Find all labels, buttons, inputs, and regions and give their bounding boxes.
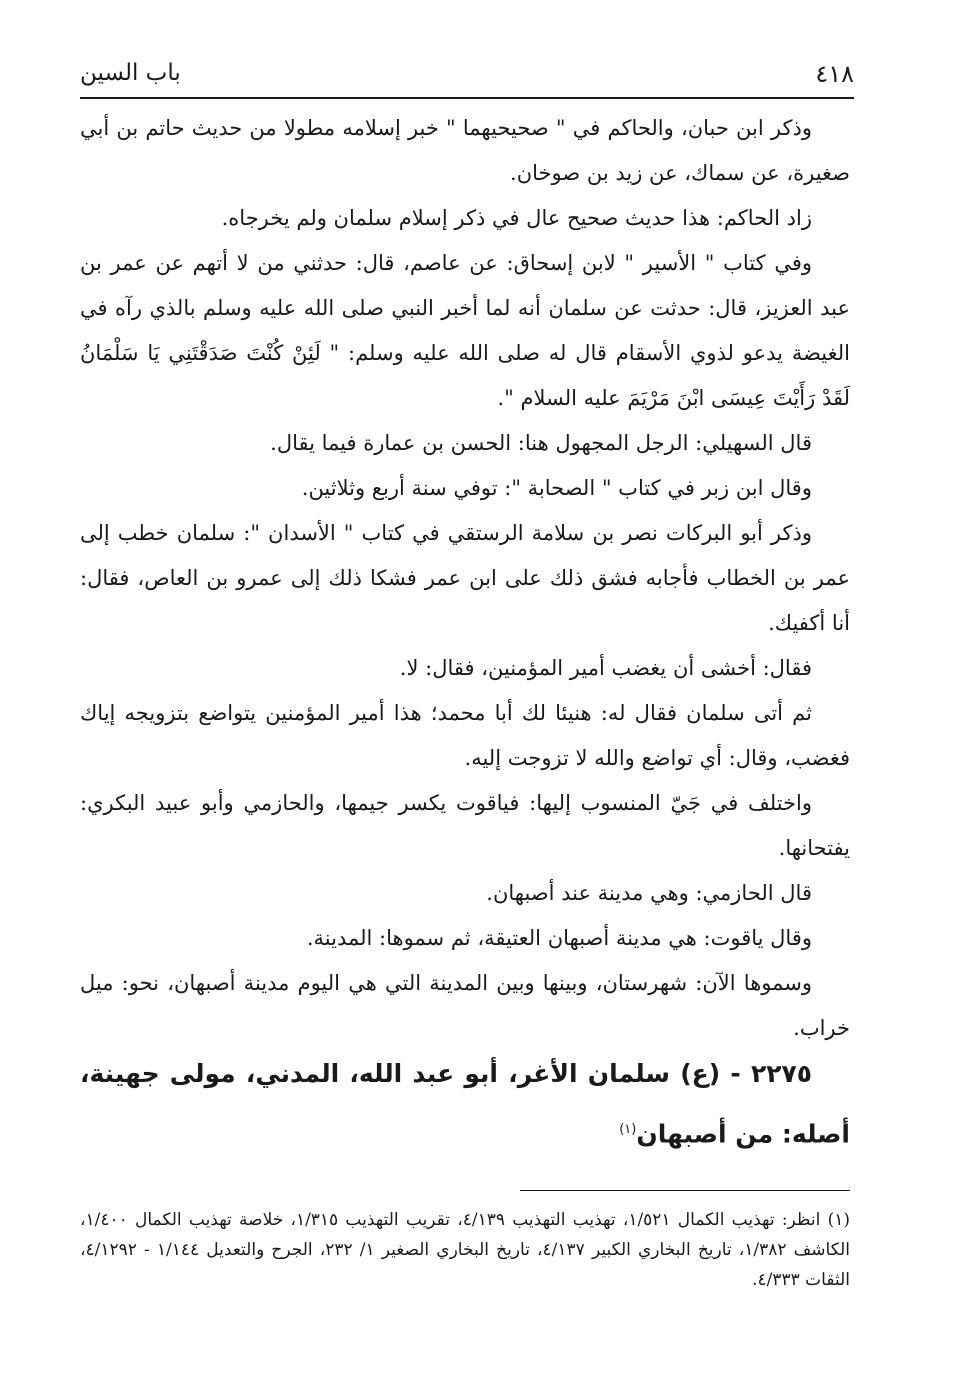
paragraph: زاد الحاكم: هذا حديث صحيح عال في ذكر إسلام سلمان ولم يخرجاه. bbox=[221, 206, 812, 230]
entry-title: ٢٢٧٥ - (ع) سلمان الأغر، أبو عبد الله، المدني، مولى جهينة، أصله: من أصبهان bbox=[80, 1059, 850, 1149]
body-text bbox=[80, 106, 850, 1051]
paragraph: ثم أتى سلمان فقال له: هنيئا لك أبا محمد؛ هذا أمير المؤمنين يتواضع بتزويجه إياك فغضب، وقال: أي تواضع والله لا تزوجت إليه. bbox=[80, 701, 850, 770]
paragraph: وذكر ابن حبان، والحاكم في " صحيحيهما " خبر إسلامه مطولا من حديث حاتم بن أبي صغيرة، عن سماك، عن زيد بن صوخان. bbox=[80, 116, 850, 185]
footnote-rule bbox=[520, 1190, 850, 1191]
paragraph: واختلف في جَيّ المنسوب إليها: فياقوت يكسر جيمها، والحازمي وأبو عبيد البكري: يفتحانها. bbox=[80, 791, 850, 860]
entry-heading bbox=[80, 1046, 850, 1162]
page-header bbox=[80, 52, 854, 100]
paragraph: قال الحازمي: وهي مدينة عند أصبهان. bbox=[486, 881, 812, 905]
paragraph: وقال ياقوت: هي مدينة أصبهان العتيقة، ثم سموها: المدينة. bbox=[306, 926, 812, 950]
header-rule bbox=[80, 97, 854, 99]
paragraph: وذكر أبو البركات نصر بن سلامة الرستقي في كتاب " الأسدان ": سلمان خطب إلى عمر بن الخطاب فأجابه فشق ذلك على ابن عمر فشكا ذلك إلى عمرو بن العاص، فقال: أنا أكفيك. bbox=[80, 521, 850, 635]
footnotes bbox=[80, 1205, 850, 1295]
page-number: ٤١٨ bbox=[815, 60, 854, 88]
paragraph: وفي كتاب " الأسير " لابن إسحاق: عن عاصم، قال: حدثني من لا أتهم عن عمر بن عبد العزيز، قال: حدثت عن سلمان أنه لما أخبر النبي صلى الله عليه وسلم بالذي رآه في الغيضة يدعو لذوي الأسقام قال له صلى الله عليه وسلم: " لَئِنْ كُنْتَ صَدَقْتَنِي يَا سَلْمَانُ لَقَدْ رَأَيْتَ عِيسَى ابْنَ مَرْيَمَ عليه السلام ". bbox=[80, 251, 850, 410]
paragraph: وسموها الآن: شهرستان، وبينها وبين المدينة التي هي اليوم مدينة أصبهان، نحو: ميل خراب. bbox=[80, 971, 850, 1040]
footnote-marker[interactable]: (١) bbox=[619, 1122, 637, 1137]
running-title: باب السين bbox=[80, 60, 181, 86]
paragraph: قال السهيلي: الرجل المجهول هنا: الحسن بن عمارة فيما يقال. bbox=[270, 431, 812, 455]
paragraph: وقال ابن زبر في كتاب " الصحابة ": توفي سنة أربع وثلاثين. bbox=[301, 476, 812, 500]
paragraph: فقال: أخشى أن يغضب أمير المؤمنين، فقال: لا. bbox=[399, 656, 812, 680]
footnote: (١) انظر: تهذيب الكمال ١/٥٢١، تهذيب التهذيب ٤/١٣٩، تقريب التهذيب ١/٣١٥، خلاصة تهذيب الكمال ١/٤٠٠، الكاشف ١/٣٨٢، تاريخ البخاري الكبير ٤/١٣٧، تاريخ البخاري الصغير ١/ ٢٣٢، الجرح والتعديل ١/١٤٤ - ٤/١٢٩٢، الثقات ٤/٣٣٣. bbox=[80, 1210, 850, 1290]
